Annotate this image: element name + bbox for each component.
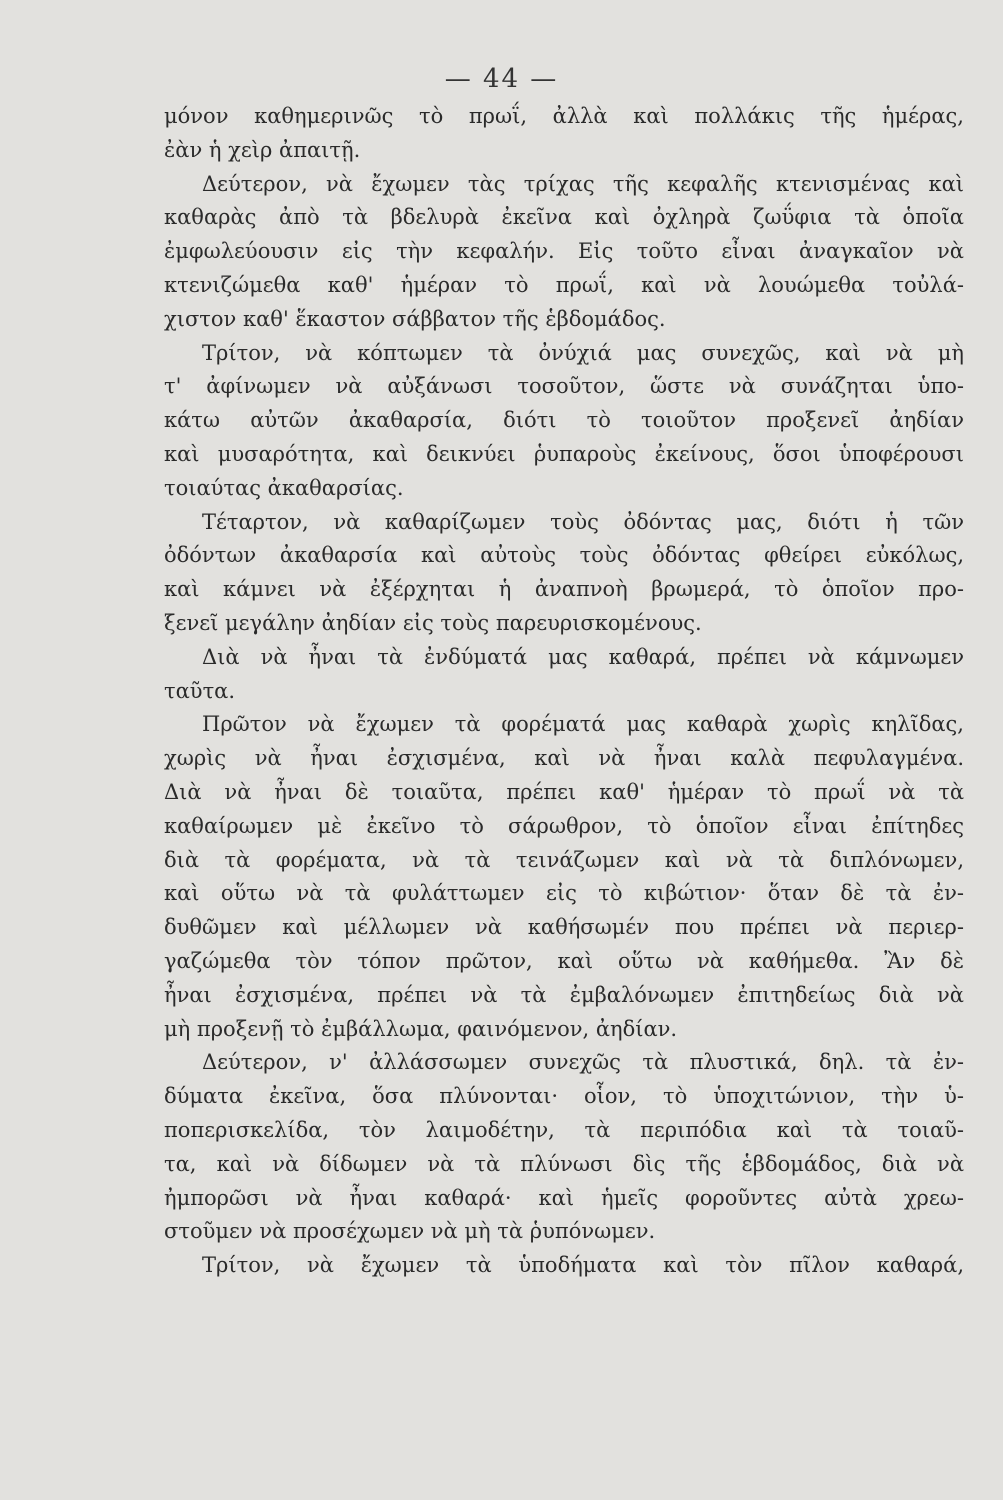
text-line: καθαίρωμεν μὲ ἐκεῖνο τὸ σάρωθρον, τὸ ὁποῖον εἶναι ἐπίτηδες: [164, 813, 964, 838]
text-line: δυθῶμεν καὶ μέλλωμεν νὰ καθήσωμέν που πρέπει νὰ περιερ-: [164, 915, 964, 940]
text-line: μὴ προξενῇ τὸ ἐμβάλλωμα, φαινόμενον, ἀηδίαν.: [164, 1016, 678, 1041]
text-line: ποπερισκελίδα, τὸν λαιμοδέτην, τὰ περιπόδια καὶ τὰ τοιαῦ-: [164, 1117, 964, 1142]
text-line: χιστον καθ' ἕκαστον σάββατον τῆς ἑβδομάδος.: [164, 306, 666, 331]
text-line: τα, καὶ νὰ δίδωμεν νὰ τὰ πλύνωσι δὶς τῆς ἑβδομάδος, διὰ νὰ: [164, 1151, 964, 1176]
text-line: καὶ οὕτω νὰ τὰ φυλάττωμεν εἰς τὸ κιβώτιον· ὅταν δὲ τὰ ἐν-: [164, 881, 964, 906]
text-line: τοιαύτας ἀκαθαρσίας.: [164, 475, 404, 500]
text-line: Τρίτον, νὰ ἔχωμεν τὰ ὑποδήματα καὶ τὸν πῖλον καθαρά,: [202, 1253, 964, 1278]
text-line: ἐμφωλεύουσιν εἰς τὴν κεφαλήν. Εἰς τοῦτο εἶναι ἀναγκαῖον νὰ: [164, 239, 964, 264]
text-line: καθαρὰς ἀπὸ τὰ βδελυρὰ ἐκεῖνα καὶ ὀχληρὰ ζωΰφια τὰ ὁποῖα: [164, 205, 964, 230]
text-line: γαζώμεθα τὸν τόπον πρῶτον, καὶ οὕτω νὰ καθήμεθα. Ἂν δὲ: [164, 948, 964, 973]
text-line: Τέταρτον, νὰ καθαρίζωμεν τοὺς ὀδόντας μας, διότι ἡ τῶν: [202, 509, 964, 534]
text-line: καὶ μυσαρότητα, καὶ δεικνύει ῥυπαροὺς ἐκείνους, ὅσοι ὑποφέρουσι: [164, 441, 964, 466]
text-line: ἦναι ἐσχισμένα, πρέπει νὰ τὰ ἐμβαλόνωμεν ἐπιτηδείως διὰ νὰ: [164, 982, 964, 1007]
text-line: δύματα ἐκεῖνα, ὅσα πλύνονται· οἷον, τὸ ὑποχιτώνιον, τὴν ὑ-: [164, 1084, 964, 1109]
text-line: μόνον καθημερινῶς τὸ πρωΐ, ἀλλὰ καὶ πολλάκις τῆς ἡμέρας,: [164, 104, 964, 128]
text-line: ἠμπορῶσι νὰ ἦναι καθαρά· καὶ ἡμεῖς φοροῦντες αὐτὰ χρεω-: [164, 1185, 964, 1210]
text-line: Τρίτον, νὰ κόπτωμεν τὰ ὀνύχιά μας συνεχῶς, καὶ νὰ μὴ: [202, 340, 964, 365]
text-line: χωρὶς νὰ ἦναι ἐσχισμένα, καὶ νὰ ἦναι καλὰ πεφυλαγμένα.: [164, 746, 964, 771]
text-line: διὰ τὰ φορέματα, νὰ τὰ τεινάζωμεν καὶ νὰ τὰ διπλόνωμεν,: [164, 847, 964, 872]
text-line: Διὰ νὰ ἦναι τὰ ἐνδύματά μας καθαρά, πρέπει νὰ κάμνωμεν: [202, 644, 964, 669]
text-line: καὶ κάμνει νὰ ἐξέρχηται ἡ ἀναπνοὴ βρωμερά, τὸ ὁποῖον προ-: [164, 577, 964, 602]
text-line: ὀδόντων ἀκαθαρσία καὶ αὐτοὺς τοὺς ὀδόντας φθείρει εὐκόλως,: [164, 543, 964, 568]
text-line: Δεύτερον, νὰ ἔχωμεν τὰς τρίχας τῆς κεφαλῆς κτενισμένας καὶ: [202, 171, 964, 196]
page-number: — 44 —: [444, 64, 559, 94]
text-line: Πρῶτον νὰ ἔχωμεν τὰ φορέματά μας καθαρὰ χωρὶς κηλῖδας,: [202, 712, 964, 737]
text-line: ξενεῖ μεγάλην ἀηδίαν εἰς τοὺς παρευρισκομένους.: [164, 610, 702, 635]
text-line: ταῦτα.: [164, 678, 236, 703]
text-line: στοῦμεν νὰ προσέχωμεν νὰ μὴ τὰ ῥυπόνωμεν.: [164, 1219, 656, 1244]
body-text: [164, 100, 964, 1283]
text-line: ἐὰν ἡ χεὶρ ἀπαιτῇ.: [164, 137, 361, 162]
text-line: Διὰ νὰ ἦναι δὲ τοιαῦτα, πρέπει καθ' ἡμέραν τὸ πρωΐ νὰ τὰ: [164, 779, 964, 804]
text-line: κάτω αὐτῶν ἀκαθαρσία, διότι τὸ τοιοῦτον προξενεῖ ἀηδίαν: [164, 408, 964, 433]
text-line: τ' ἀφίνωμεν νὰ αὐξάνωσι τοσοῦτον, ὥστε νὰ συνάζηται ὑπο-: [164, 374, 964, 399]
text-line: κτενιζώμεθα καθ' ἡμέραν τὸ πρωΐ, καὶ νὰ λουώμεθα τοὐλά-: [164, 272, 964, 297]
text-line: Δεύτερον, ν' ἀλλάσσωμεν συνεχῶς τὰ πλυστικά, δηλ. τὰ ἐν-: [202, 1050, 964, 1075]
